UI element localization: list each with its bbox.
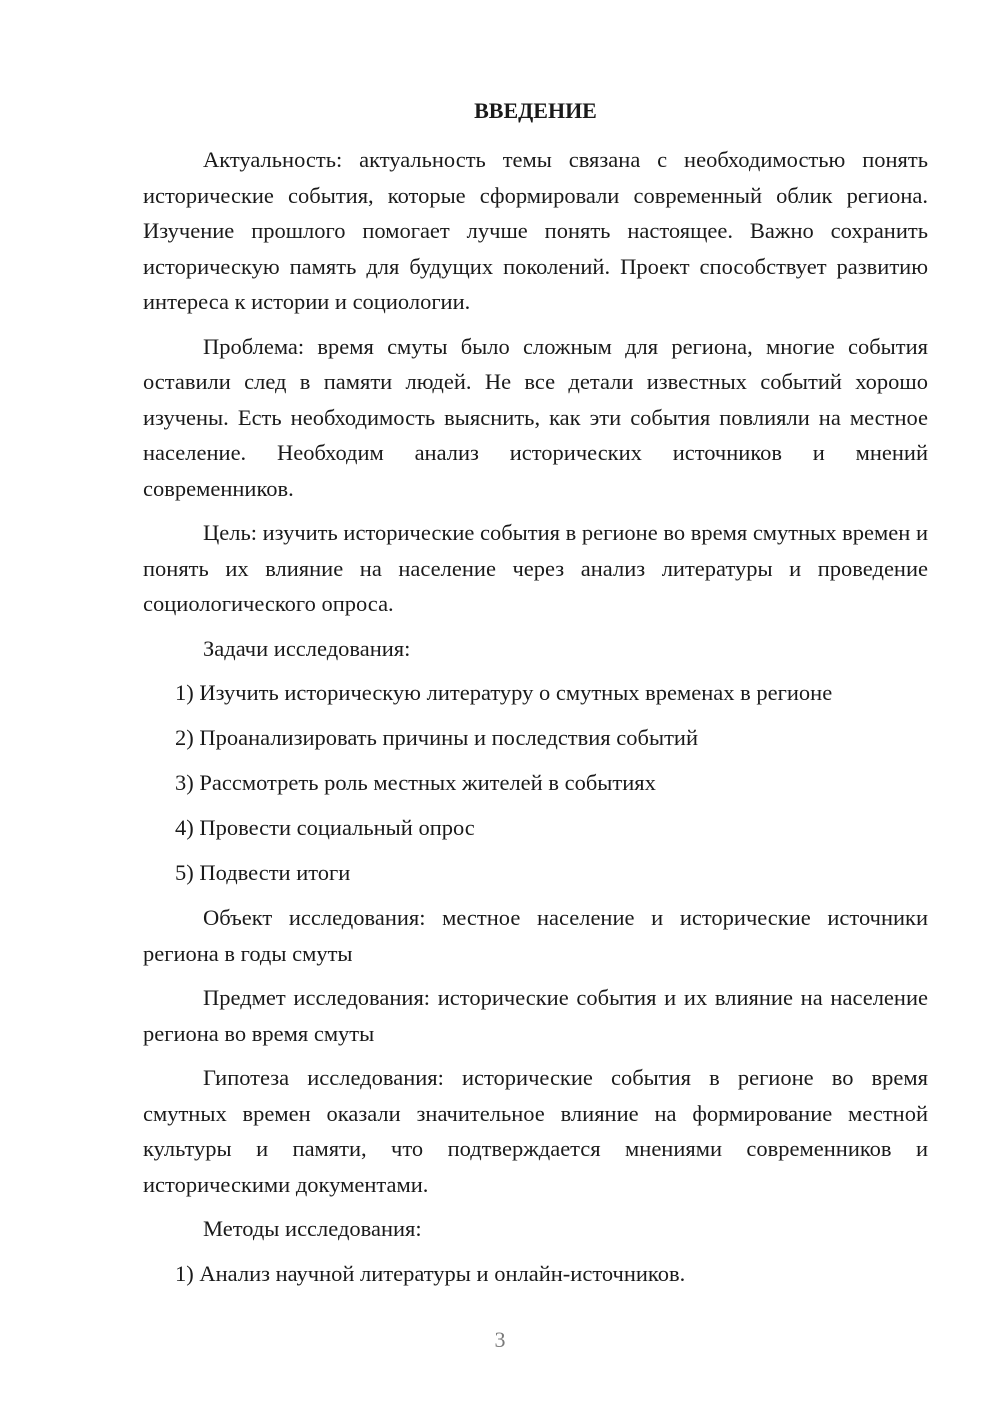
methods-list [143, 1256, 928, 1292]
document-page [143, 96, 928, 1301]
task-item: 2) Проанализировать причины и последствия событий [175, 725, 698, 750]
task-item: 5) Подвести итоги [175, 860, 351, 885]
page-number: 3 [494, 1327, 506, 1352]
task-item: 3) Рассмотреть роль местных жителей в событиях [175, 770, 656, 795]
methods-title: Методы исследования: [203, 1216, 422, 1241]
task-item: 1) Изучить историческую литературу о смутных временах в регионе [175, 680, 833, 705]
tasks-title: Задачи исследования: [203, 635, 411, 661]
tasks-list [143, 675, 928, 891]
problem-paragraph: Проблема: время смуты было сложным для региона, многие события оставили след в памяти людей. Не все детали известных событий хорошо изучены. Есть необходимость выяснить, как эти события повлияли на местное население. Необходим анализ исторических источников и мнений современников. [143, 333, 928, 501]
goal-paragraph: Цель: изучить исторические события в регионе во время смутных времен и понять их влияние на население через анализ литературы и проведение социологического опроса. [143, 520, 928, 616]
task-item: 4) Провести социальный опрос [175, 815, 475, 840]
object-paragraph: Объект исследования: местное население и исторические источники региона в годы смуты [143, 905, 928, 966]
subject-paragraph: Предмет исследования: исторические события и их влияние на население региона во время смуты [143, 985, 928, 1046]
method-item: 1) Анализ научной литературы и онлайн-источников. [175, 1260, 686, 1286]
hypothesis-paragraph: Гипотеза исследования: исторические события в регионе во время смутных времен оказали значительное влияние на формирование местной культуры и памяти, что подтверждается мнениями современников и историческими документами. [143, 1065, 928, 1197]
relevance-paragraph: Актуальность: актуальность темы связана с необходимостью понять исторические события, которые сформировали современный облик региона. Изучение прошлого помогает лучше понять настоящее. Важно сохранить историческую память для будущих поколений. Проект способствует развитию интереса к истории и социологии. [143, 147, 928, 314]
section-heading: ВВЕДЕНИЕ [474, 98, 597, 123]
